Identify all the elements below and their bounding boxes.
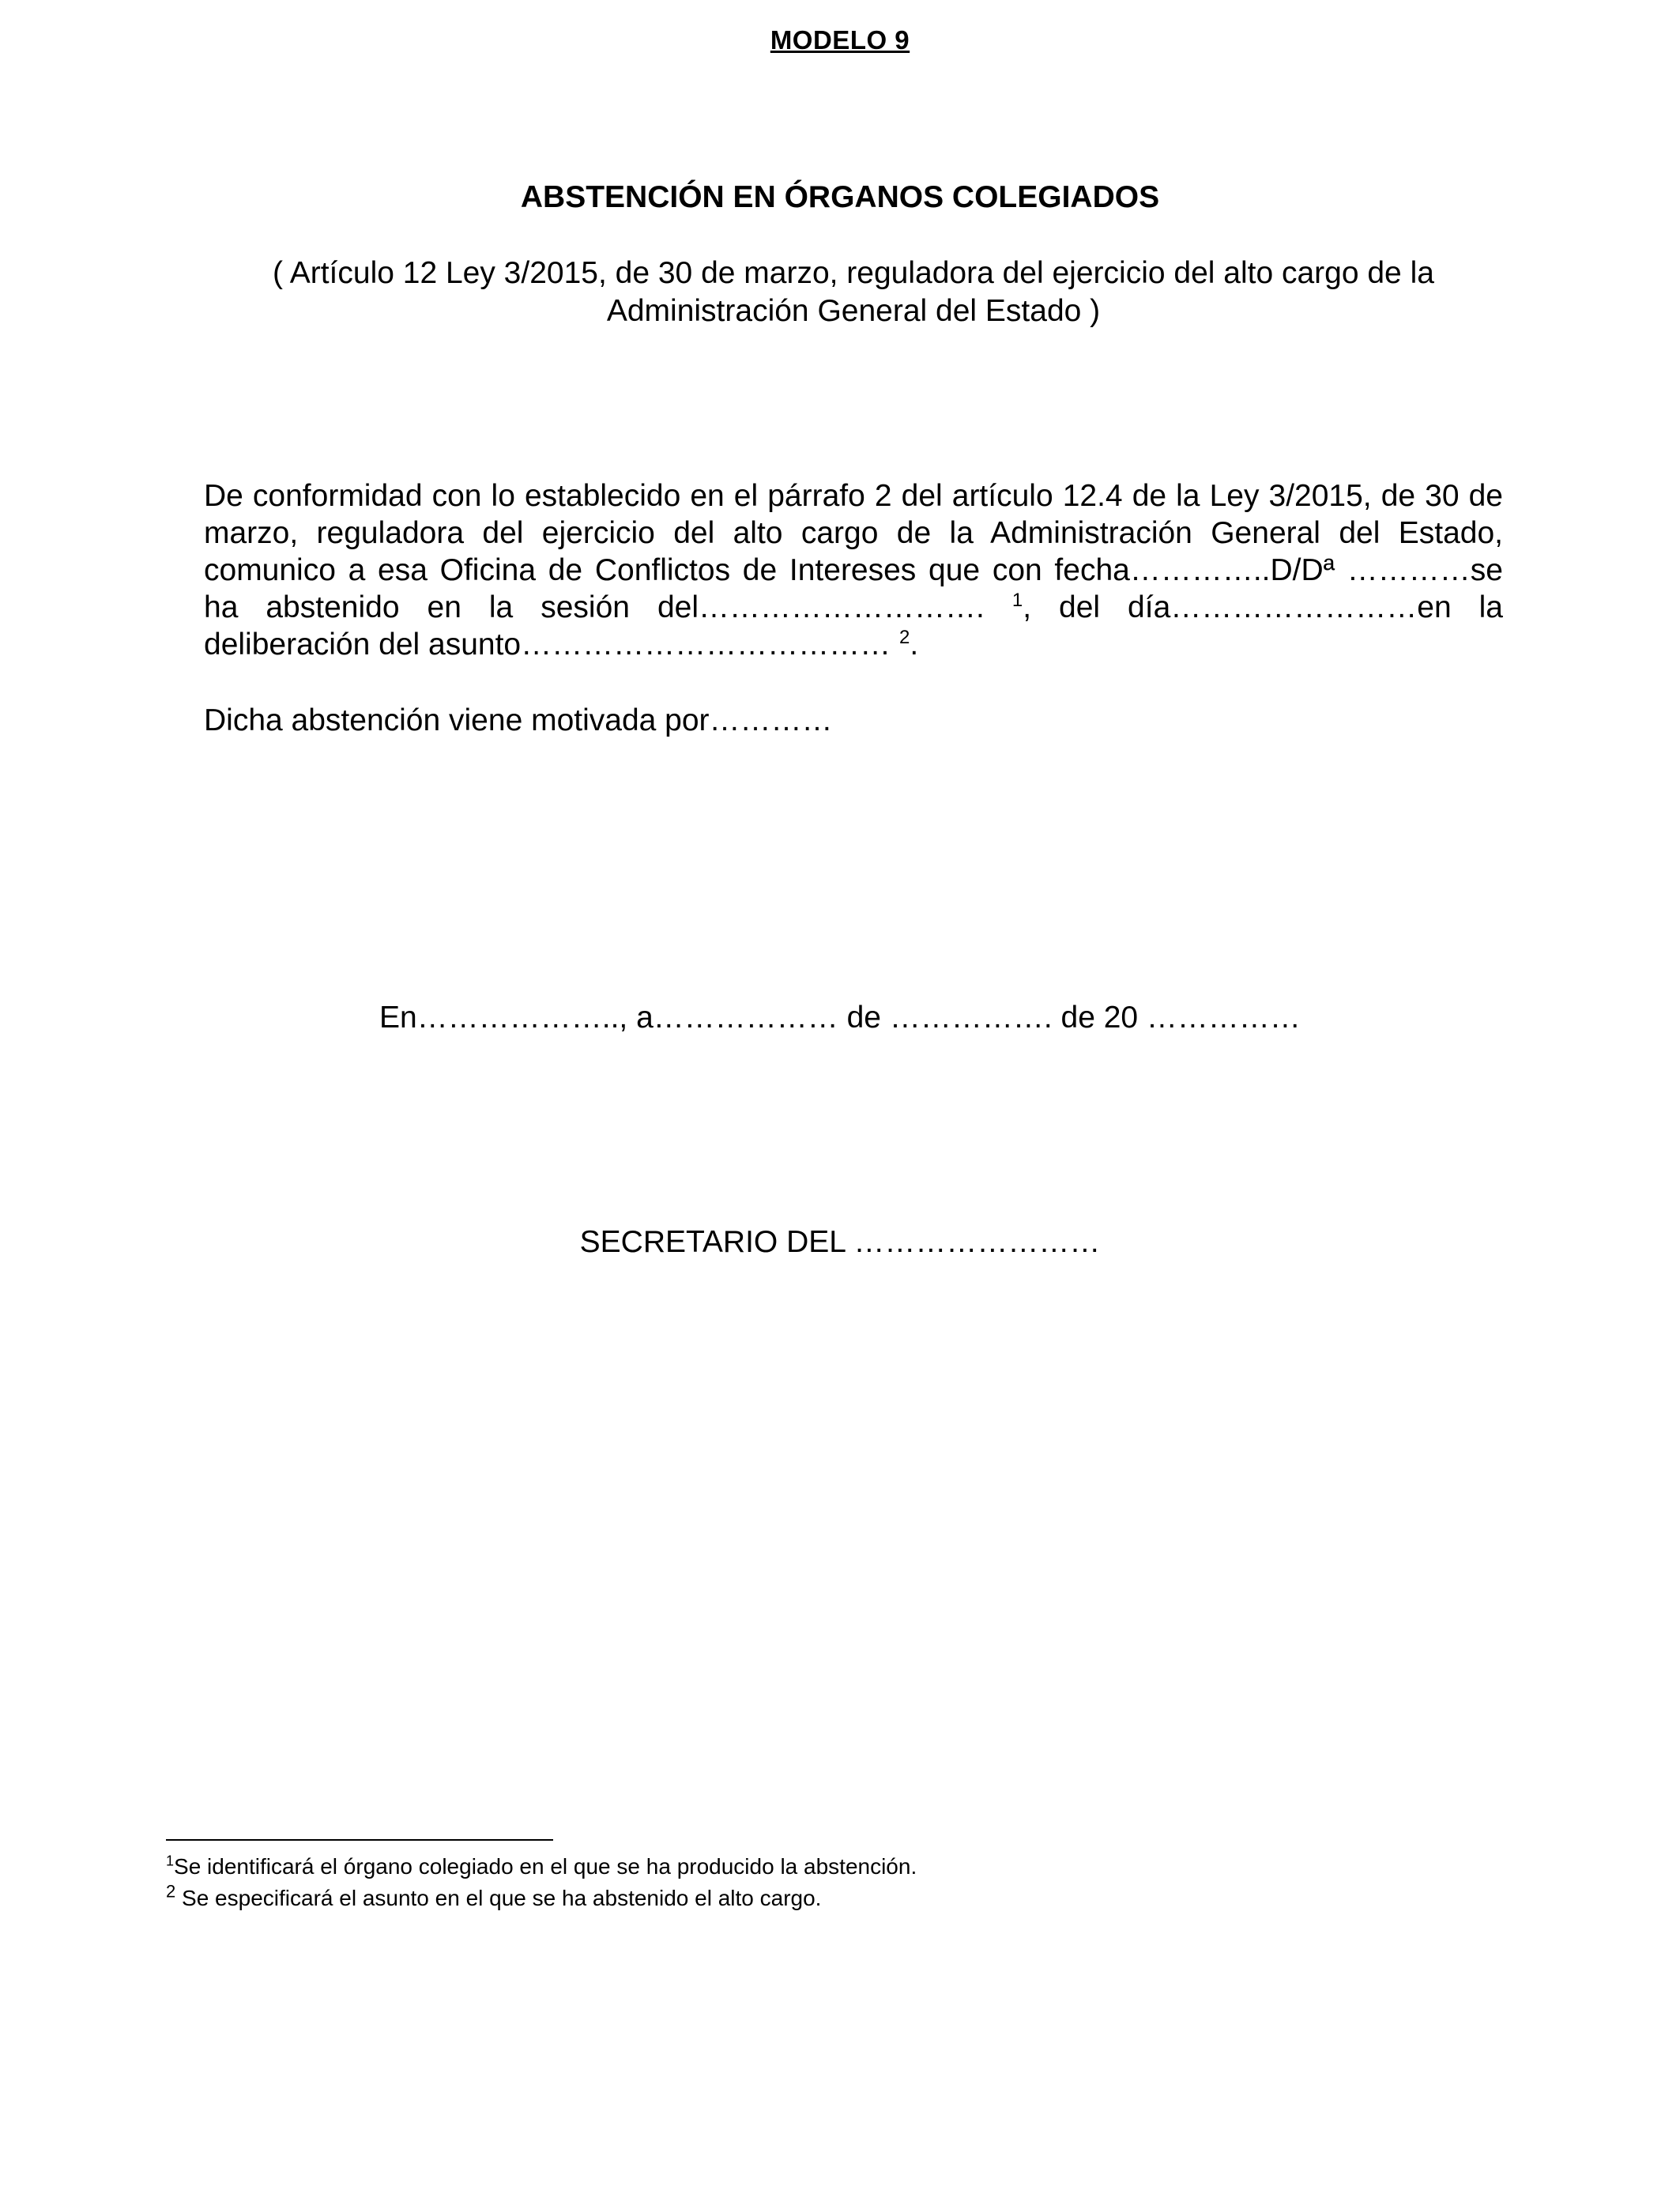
body-paragraph [204,477,1503,663]
place-date-line: En……………….., a……………… de ……………. de 20 …………… [379,1001,1301,1035]
model-label: MODELO 9 [770,25,910,55]
footnote-1 [166,1851,1509,1883]
body-paragraph-part3: . [910,628,919,662]
signature-line: SECRETARIO DEL …………………… [579,1225,1101,1259]
footnote-reference-2: 2 [898,627,910,648]
footnote-number-2: 2 [166,1881,176,1902]
footnote-text-1: Se identificará el órgano colegiado en el que se ha producido la abstención. [174,1854,917,1879]
footnote-number-1: 1 [166,1853,175,1869]
body-paragraph-part1: De conformidad con lo establecido en el párrafo 2 del artículo 12.4 de la Ley 3/2015, de 30 de marzo, reguladora del ejercicio del alto cargo de la Administración General del Estado, comunico a esa Oficina de Conflictos de Intereses que con fecha…………..D/Dª …………se ha abstenido en la sesión del………………………. [204,479,1503,624]
body-paragraph-part2: , del día……………………en la deliberación del asunto……………………………… [204,590,1503,662]
document-subtitle: ( Artículo 12 Ley 3/2015, de 30 de marzo, reguladora del ejercicio del alto cargo de la Administración General del Estado ) [273,256,1434,328]
footnote-text-2: Se especificará el asunto en el que se ha abstenido el alto cargo. [175,1886,822,1910]
footnote-2 [166,1883,1509,1914]
footnotes-section [166,1851,1509,1914]
reason-line: Dicha abstención viene motivada por………… [204,703,833,737]
footnote-separator [166,1839,553,1841]
document-title: ABSTENCIÓN EN ÓRGANOS COLEGIADOS [520,180,1160,214]
footnote-reference-1: 1 [1011,590,1023,611]
